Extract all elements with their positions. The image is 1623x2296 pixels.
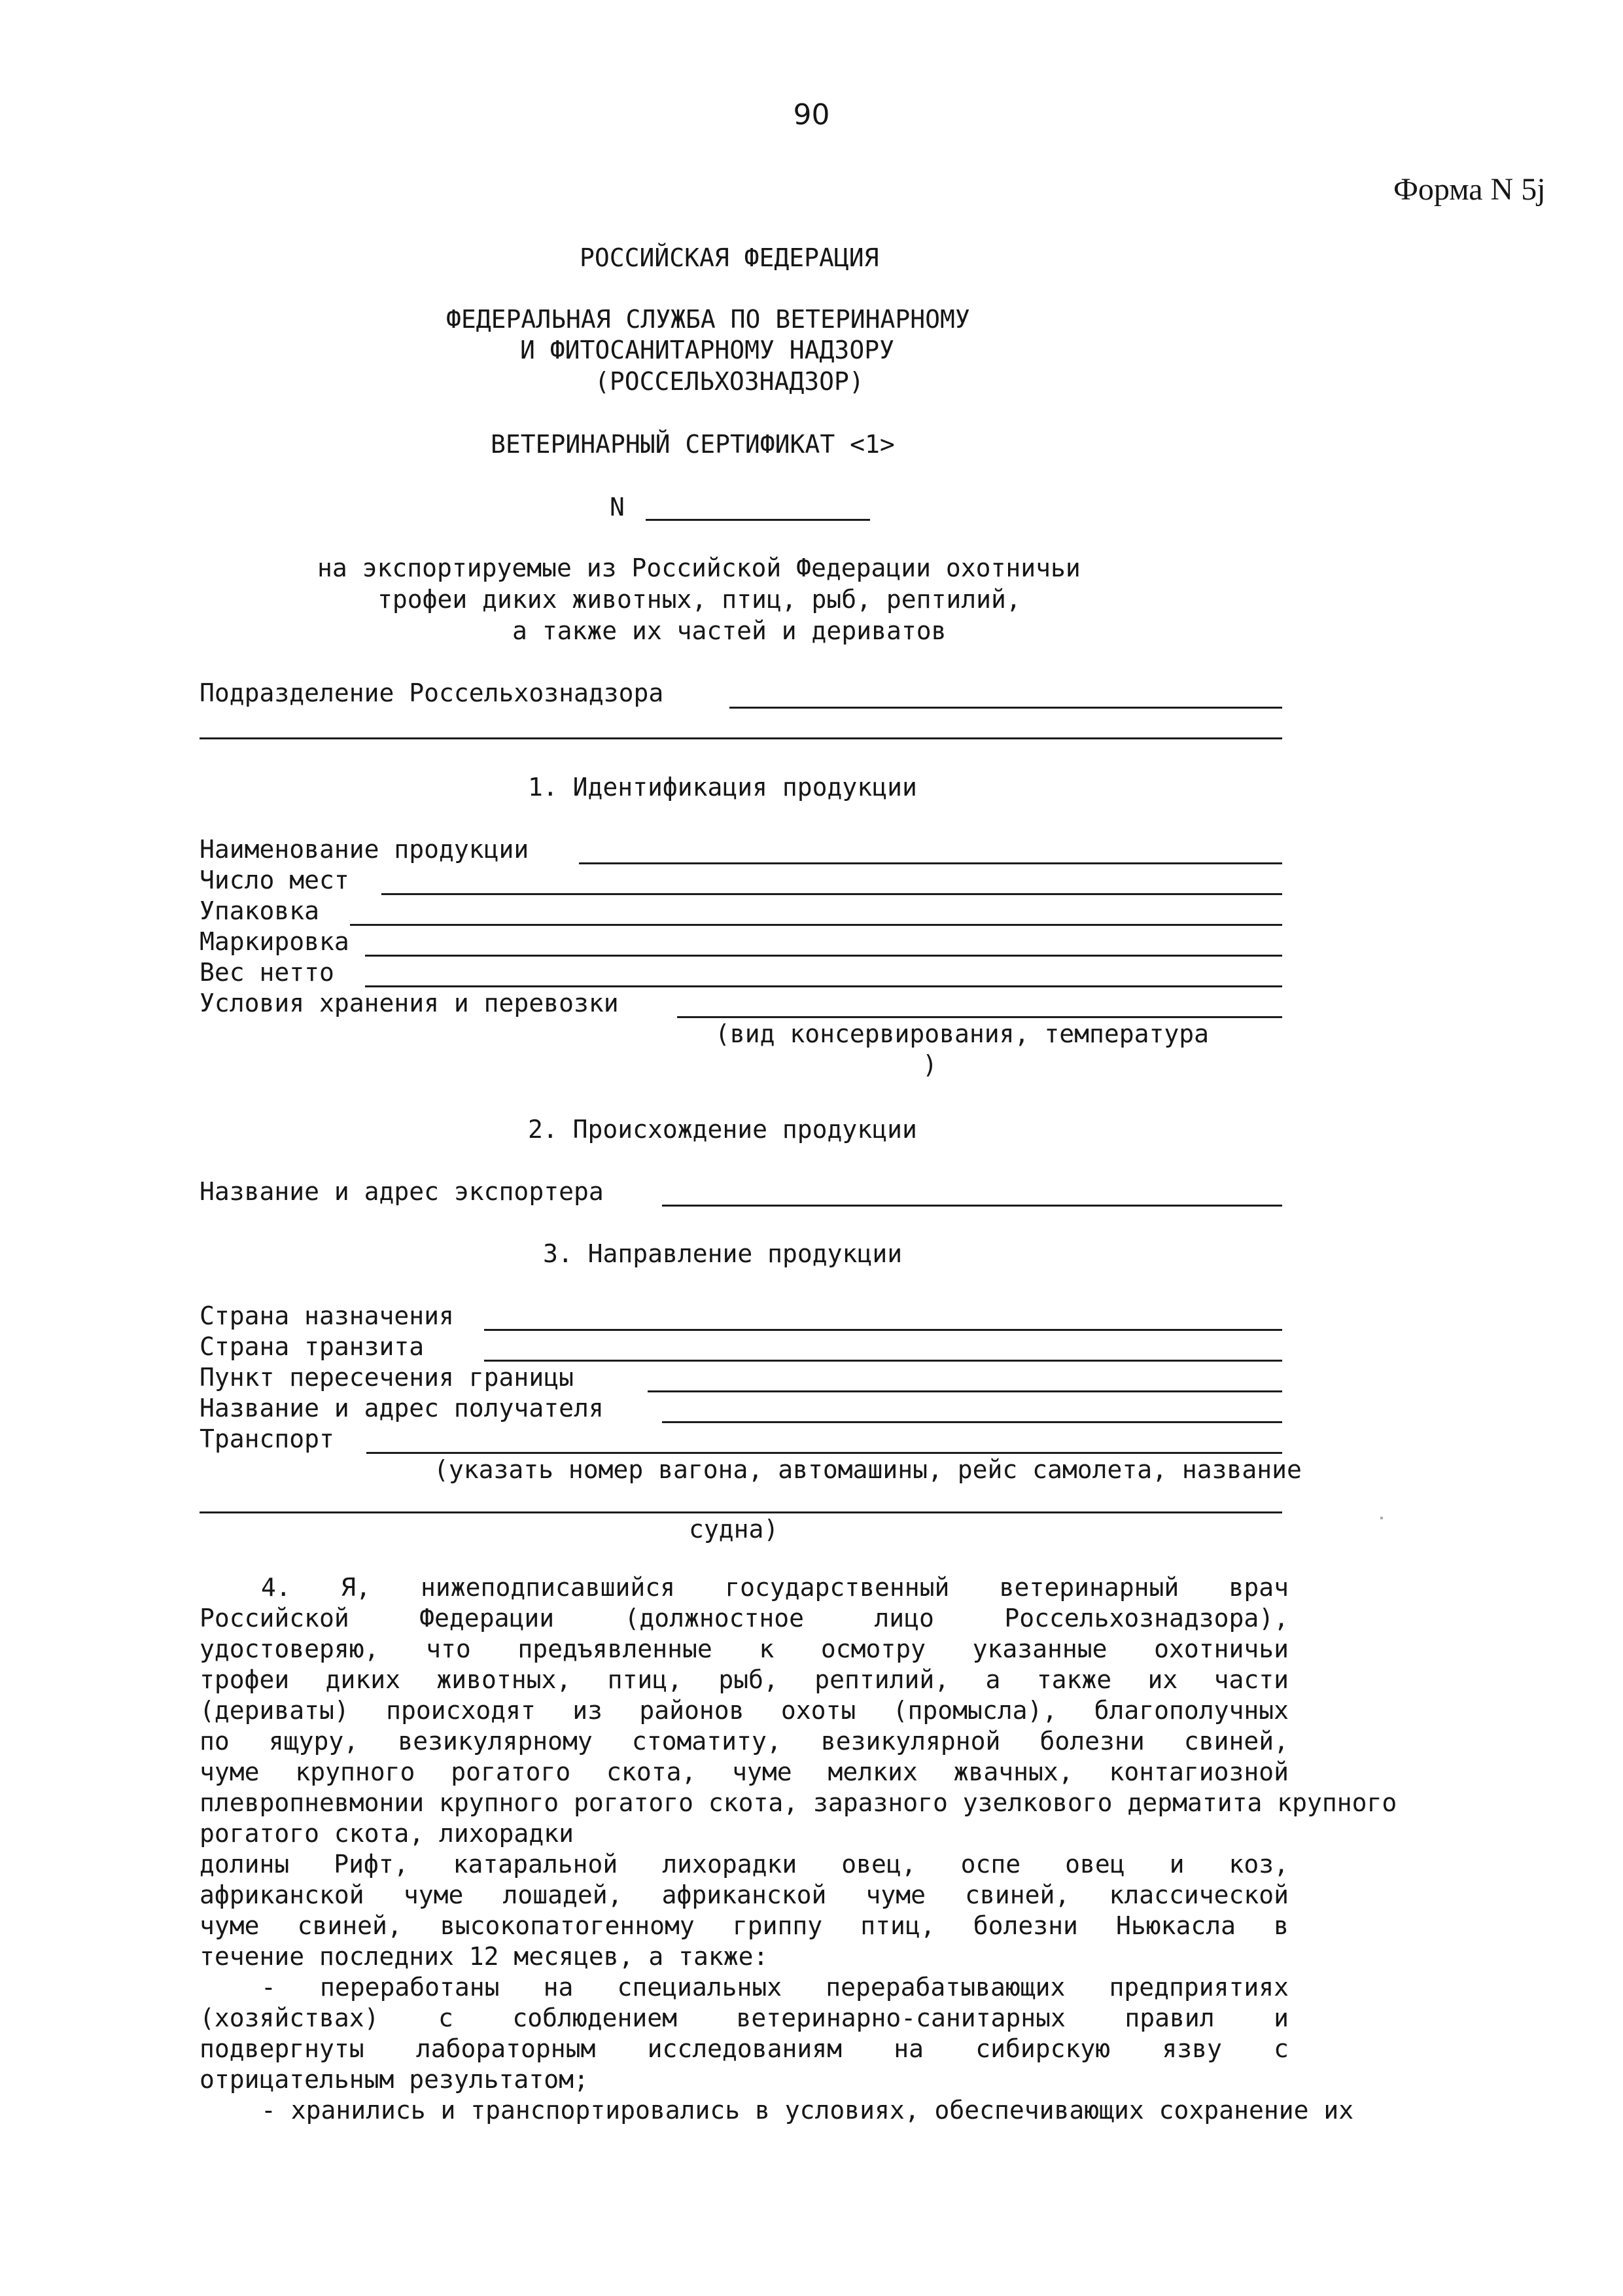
section-2-heading: 2. Происхождение продукции [528,1115,917,1144]
statement-line: долины Рифт, катаральной лихорадки овец, оспе овец и коз, [200,1850,1289,1879]
subject-line-2: трофеи диких животных, птиц, рыб, рептилий, [377,585,1021,614]
storage-hint: (вид консервирования, температура [715,1019,1209,1048]
statement-line: течение последних 12 месяцев, а также: [200,1942,769,1971]
packaging-label: Упаковка [200,896,320,925]
statement-line: 4. Я, нижеподписавшийся государственный ветеринарный врач [261,1573,1289,1602]
scan-speck [1380,1517,1383,1519]
product-name-field[interactable] [579,862,1282,864]
transport-field-continuation[interactable] [200,1511,1282,1513]
transport-hint-close: судна) [689,1515,779,1544]
statement-bullet-1: - переработаны на специальных перерабатывающих предприятиях [261,1973,1289,2002]
division-field-continuation[interactable] [200,737,1282,739]
places-label: Число мест [200,866,349,894]
storage-hint-close: ) [922,1050,937,1079]
statement-line: (хозяйствах) с соблюдением ветеринарно-санитарных правил и [200,2004,1289,2032]
division-field[interactable] [729,707,1282,709]
exporter-field[interactable] [662,1205,1282,1207]
marking-label: Маркировка [200,927,349,956]
subject-line-1: на экспортируемые из Российской Федерации охотничьи [317,554,1081,582]
recipient-label: Название и адрес получателя [200,1394,604,1422]
storage-field[interactable] [677,1016,1282,1018]
product-name-label: Наименование продукции [200,835,529,864]
statement-line: подвергнуты лабораторным исследованиям на сибирскую язву с [200,2034,1289,2063]
transport-label: Транспорт [200,1424,334,1453]
statement-line: чуме крупного рогатого скота, чуме мелких жвачных, контагиозной [200,1757,1289,1786]
statement-line: по ящуру, везикулярному стоматиту, везикулярной болезни свиней, [200,1727,1289,1756]
certificate-title: ВЕТЕРИНАРНЫЙ СЕРТИФИКАТ <1> [491,430,895,459]
transit-country-field[interactable] [484,1360,1282,1362]
border-crossing-field[interactable] [648,1390,1282,1392]
recipient-field[interactable] [662,1421,1282,1423]
agency-line-1: ФЕДЕРАЛЬНАЯ СЛУЖБА ПО ВЕТЕРИНАРНОМУ [446,305,970,334]
statement-line: удостоверяю, что предъявленные к осмотру указанные охотничьи [200,1634,1289,1663]
exporter-label: Название и адрес экспортера [200,1177,604,1206]
statement-line: (дериваты) происходят из районов охоты (промысла), благополучных [200,1696,1289,1725]
subject-line-3: а также их частей и дериватов [512,616,947,645]
transport-hint: (указать номер вагона, автомашины, рейс самолета, название [434,1455,1302,1484]
statement-line: чуме свиней, высокопатогенному гриппу птиц, болезни Ньюкасла в [200,1911,1289,1940]
statement-line: африканской чуме лошадей, африканской чуме свиней, классической [200,1881,1289,1909]
destination-country-label: Страна назначения [200,1301,454,1330]
places-field[interactable] [381,893,1282,895]
border-crossing-label: Пункт пересечения границы [200,1363,574,1392]
statement-line: трофеи диких животных, птиц, рыб, рептилий, а также их части [200,1665,1289,1694]
statement-line: плевропневмонии крупного рогатого скота, заразного узелкового дерматита крупного [200,1788,1397,1817]
marking-field[interactable] [365,955,1282,957]
page-number: 90 [793,98,830,132]
certificate-number-label: N [610,493,625,521]
country-name: РОССИЙСКАЯ ФЕДЕРАЦИЯ [580,243,879,272]
destination-country-field[interactable] [484,1329,1282,1331]
storage-label: Условия хранения и перевозки [200,989,619,1017]
statement-line: отрицательным результатом; [200,2065,589,2094]
statement-bullet-2: - хранились и транспортировались в условиях, обеспечивающих сохранение их [261,2096,1354,2125]
transit-country-label: Страна транзита [200,1332,425,1361]
agency-line-2: И ФИТОСАНИТАРНОМУ НАДЗОРУ [520,336,894,364]
net-weight-label: Вес нетто [200,958,334,987]
section-1-heading: 1. Идентификация продукции [528,773,917,802]
transport-field[interactable] [366,1452,1282,1454]
section-4-statement [200,1572,1397,2126]
packaging-field[interactable] [350,924,1282,926]
section-3-heading: 3. Направление продукции [543,1239,903,1268]
certificate-number-field[interactable] [646,519,870,521]
net-weight-field[interactable] [365,985,1282,987]
statement-line: Российской Федерации (должностное лицо Россельхознадзора), [200,1604,1289,1633]
statement-line: рогатого скота, лихорадки [200,1819,574,1848]
agency-line-3: (РОССЕЛЬХОЗНАДЗОР) [595,367,864,396]
form-number: Форма N 5j [1393,172,1546,207]
division-label: Подразделение Россельхознадзора [200,679,664,707]
